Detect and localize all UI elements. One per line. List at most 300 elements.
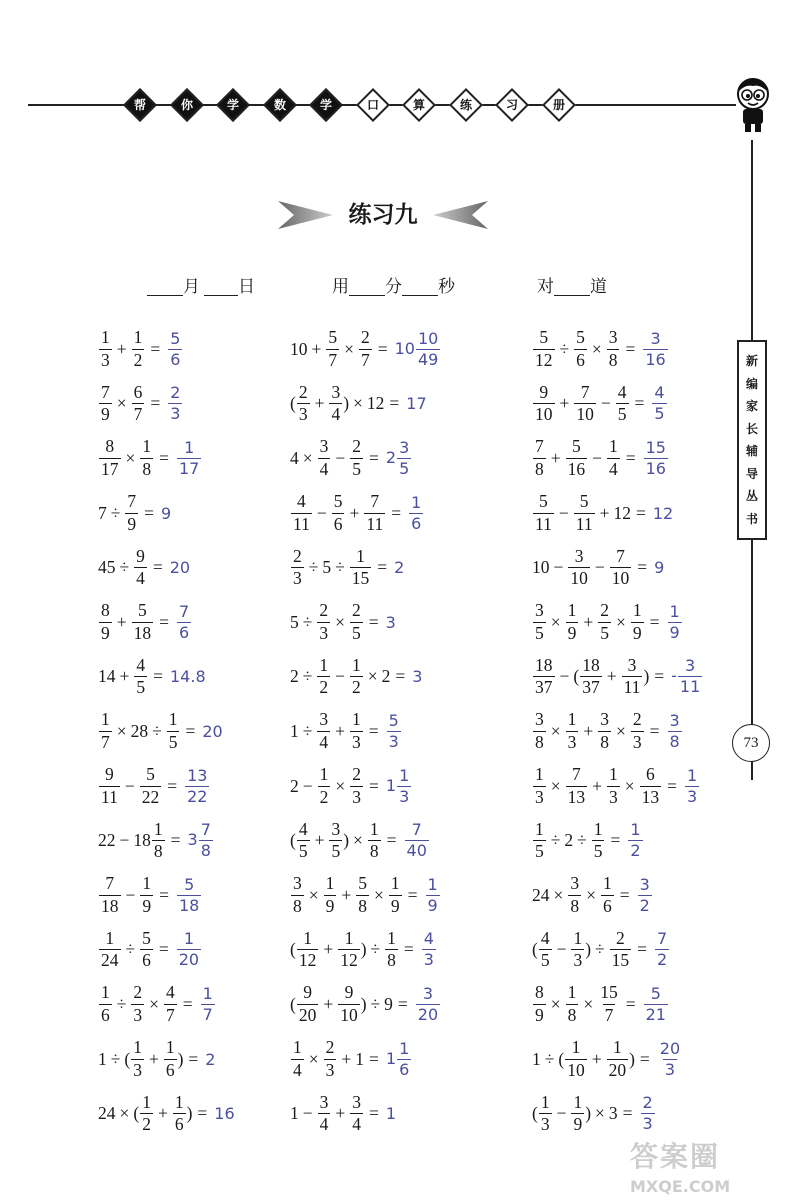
operator: − bbox=[556, 939, 567, 960]
denominator: 8 bbox=[358, 895, 367, 916]
minute-blank[interactable] bbox=[349, 275, 385, 296]
problem-row bbox=[98, 813, 235, 868]
header-diamond bbox=[263, 88, 297, 122]
numerator: 15 bbox=[600, 982, 618, 1003]
operator: × bbox=[119, 1103, 130, 1124]
handwritten-answer bbox=[412, 667, 422, 686]
fraction bbox=[318, 1091, 331, 1135]
numerator: 8 bbox=[105, 436, 115, 457]
equals-sign: = bbox=[622, 1103, 633, 1124]
handwritten-answer bbox=[167, 328, 183, 369]
numerator: 1 bbox=[202, 983, 213, 1003]
operator: ÷ bbox=[544, 1048, 555, 1069]
numerator: 5 bbox=[328, 327, 338, 348]
operator: × bbox=[116, 393, 127, 414]
equals-sign: = bbox=[386, 830, 397, 851]
fraction bbox=[574, 493, 595, 533]
operator: × bbox=[308, 1048, 319, 1069]
numerator: 3 bbox=[639, 874, 650, 894]
fraction bbox=[164, 1039, 177, 1079]
term: 1 bbox=[290, 720, 299, 741]
term: ) bbox=[585, 939, 592, 960]
problem-row bbox=[98, 322, 235, 377]
denominator: 4 bbox=[319, 731, 329, 752]
problem-row bbox=[532, 977, 703, 1032]
problem-row bbox=[532, 923, 703, 978]
numerator: 2 bbox=[298, 381, 308, 402]
fraction bbox=[131, 1039, 144, 1079]
numerator: 2 bbox=[325, 1037, 335, 1058]
header-char: 练 bbox=[459, 98, 472, 112]
header-diamond bbox=[309, 88, 343, 122]
term: 28 bbox=[130, 720, 149, 741]
numerator: 1 bbox=[567, 600, 577, 621]
operator: + bbox=[335, 720, 345, 741]
term: ) bbox=[585, 1103, 592, 1124]
denominator: 6 bbox=[411, 513, 422, 533]
handwritten-answer bbox=[394, 558, 404, 577]
numerator: 3 bbox=[319, 436, 329, 457]
numerator: 5 bbox=[170, 328, 181, 348]
numerator: 7 bbox=[616, 545, 625, 566]
numerator: 2 bbox=[642, 1093, 653, 1113]
term: - bbox=[671, 666, 677, 686]
equals-sign: = bbox=[625, 447, 636, 468]
denominator: 5 bbox=[535, 841, 544, 862]
denominator: 5 bbox=[535, 622, 544, 643]
operator: ÷ bbox=[110, 1048, 121, 1069]
denominator: 2 bbox=[630, 841, 641, 861]
fraction bbox=[607, 766, 620, 806]
second-blank[interactable] bbox=[402, 275, 438, 296]
denominator: 9 bbox=[390, 895, 400, 916]
equals-sign: = bbox=[368, 720, 379, 741]
side-char: 导 bbox=[745, 466, 758, 481]
problem-row bbox=[98, 540, 235, 595]
fraction bbox=[628, 822, 642, 859]
equals-sign: = bbox=[368, 611, 379, 632]
fraction bbox=[685, 765, 699, 806]
operator: + bbox=[341, 1048, 352, 1069]
fraction bbox=[140, 875, 153, 915]
numerator: 1 bbox=[390, 873, 400, 894]
operator: − bbox=[119, 830, 130, 851]
fraction bbox=[168, 385, 182, 422]
numerator: 2 bbox=[133, 982, 143, 1003]
denominator: 5 bbox=[331, 841, 341, 862]
operator: × bbox=[116, 720, 127, 741]
fraction bbox=[338, 984, 360, 1024]
denominator: 49 bbox=[417, 349, 439, 369]
numerator: 1 bbox=[399, 765, 410, 785]
term: 14 bbox=[98, 666, 116, 687]
numerator: 5 bbox=[388, 710, 399, 730]
header-diamond bbox=[495, 88, 529, 122]
numerator: 1 bbox=[427, 874, 438, 894]
operator: × bbox=[353, 830, 363, 851]
numerator: 1 bbox=[356, 545, 365, 566]
denominator: 3 bbox=[351, 731, 361, 752]
denominator: 8 bbox=[600, 731, 609, 752]
side-char: 书 bbox=[745, 511, 758, 526]
problem-row bbox=[98, 759, 235, 814]
numerator: 1 bbox=[632, 600, 642, 621]
term: 1 bbox=[385, 1048, 397, 1068]
fraction bbox=[332, 493, 345, 533]
numerator: 5 bbox=[184, 874, 195, 894]
denominator: 3 bbox=[399, 786, 410, 806]
handwritten-answer bbox=[653, 504, 673, 523]
handwritten-answer bbox=[651, 385, 667, 422]
operator: × bbox=[616, 611, 626, 632]
numerator: 1 bbox=[369, 818, 379, 839]
term: 7 bbox=[98, 502, 107, 523]
numerator: 1 bbox=[609, 764, 618, 785]
denominator: 4 bbox=[293, 1059, 302, 1080]
term: 2 bbox=[381, 666, 391, 687]
term: ( bbox=[532, 939, 538, 960]
denominator: 11 bbox=[535, 513, 552, 534]
score-field bbox=[537, 272, 607, 302]
equals-sign: = bbox=[369, 775, 379, 796]
denominator: 8 bbox=[200, 841, 211, 861]
problem-row bbox=[532, 486, 703, 541]
term: 1 bbox=[355, 1048, 364, 1069]
fraction bbox=[607, 1039, 629, 1079]
numerator: 2 bbox=[351, 600, 361, 621]
fraction bbox=[533, 381, 555, 425]
numerator: 1 bbox=[571, 1037, 581, 1058]
operator: ÷ bbox=[370, 993, 381, 1014]
problem-row bbox=[98, 595, 235, 650]
numerator: 1 bbox=[351, 709, 361, 730]
fraction bbox=[616, 381, 629, 425]
denominator: 3 bbox=[133, 1059, 142, 1080]
numerator: 3 bbox=[608, 327, 618, 348]
denominator: 2 bbox=[639, 895, 650, 915]
denominator: 5 bbox=[298, 841, 308, 862]
fraction bbox=[389, 875, 402, 915]
fraction bbox=[177, 874, 201, 915]
handwritten-answer bbox=[176, 874, 202, 915]
handwritten-answer bbox=[176, 931, 202, 968]
numerator: 6 bbox=[133, 381, 143, 402]
operator: − bbox=[335, 666, 345, 687]
numerator: 3 bbox=[319, 1091, 329, 1112]
problem-row bbox=[532, 813, 703, 868]
handwritten-answer bbox=[170, 558, 190, 577]
problem-row bbox=[290, 1086, 441, 1141]
time-field bbox=[332, 272, 455, 302]
correct-label: 对 bbox=[537, 277, 554, 297]
denominator: 4 bbox=[609, 458, 618, 479]
term: 2 bbox=[205, 1049, 216, 1069]
denominator: 9 bbox=[669, 622, 680, 642]
term: ( bbox=[290, 830, 296, 851]
fraction bbox=[291, 493, 312, 533]
fraction bbox=[134, 654, 147, 698]
fraction bbox=[201, 983, 215, 1024]
term: ( bbox=[558, 1048, 565, 1069]
fraction bbox=[317, 654, 330, 698]
numerator: 3 bbox=[570, 873, 580, 894]
operator: ÷ bbox=[302, 666, 313, 687]
fraction bbox=[291, 545, 304, 589]
equals-sign: = bbox=[158, 939, 169, 960]
denominator: 8 bbox=[142, 458, 152, 479]
equals-sign: = bbox=[369, 1103, 379, 1124]
denominator: 5 bbox=[136, 677, 146, 698]
numerator: 1 bbox=[101, 327, 110, 348]
side-char: 长 bbox=[745, 421, 758, 436]
denominator: 16 bbox=[645, 458, 666, 478]
numerator: 3 bbox=[293, 873, 302, 894]
term: 45 bbox=[98, 557, 116, 578]
fraction bbox=[368, 818, 381, 862]
denominator: 3 bbox=[664, 1059, 676, 1079]
denominator: 9 bbox=[427, 895, 438, 915]
denominator: 5 bbox=[399, 458, 410, 478]
operator: × bbox=[550, 775, 561, 796]
header-diamond bbox=[170, 88, 204, 122]
handwritten-answer bbox=[425, 874, 441, 915]
operator: ÷ bbox=[335, 557, 345, 578]
equals-sign: = bbox=[150, 393, 161, 414]
denominator: 11 bbox=[101, 786, 118, 807]
numerator: 2 bbox=[361, 327, 370, 348]
problem-row bbox=[290, 1032, 441, 1087]
correct-count-blank[interactable] bbox=[554, 275, 590, 296]
denominator: 4 bbox=[331, 404, 341, 425]
term: ) bbox=[343, 830, 350, 851]
equals-sign: = bbox=[185, 720, 196, 741]
denominator: 4 bbox=[136, 568, 145, 589]
fraction bbox=[359, 329, 372, 369]
denominator: 4 bbox=[319, 458, 329, 479]
equals-sign: = bbox=[637, 557, 648, 578]
fraction bbox=[173, 1091, 186, 1135]
operator: + bbox=[583, 611, 594, 632]
numerator: 20 bbox=[659, 1038, 681, 1058]
operator: ÷ bbox=[550, 830, 561, 851]
denominator: 6 bbox=[142, 950, 151, 971]
term: ( bbox=[290, 939, 296, 960]
fraction bbox=[574, 381, 596, 425]
denominator: 3 bbox=[352, 786, 361, 807]
numerator: 5 bbox=[576, 327, 585, 348]
denominator: 3 bbox=[319, 622, 329, 643]
denominator: 7 bbox=[101, 731, 110, 752]
denominator: 7 bbox=[604, 1004, 614, 1025]
header-char: 学 bbox=[319, 98, 332, 112]
term: 10 bbox=[394, 338, 415, 358]
fraction bbox=[317, 602, 330, 642]
term: 12 bbox=[652, 503, 674, 523]
handwritten-answer bbox=[643, 983, 669, 1024]
denominator: 10 bbox=[535, 404, 553, 425]
day-blank[interactable] bbox=[204, 275, 238, 296]
handwritten-answer bbox=[671, 658, 703, 695]
problem-row bbox=[98, 977, 235, 1032]
operator: + bbox=[311, 338, 322, 359]
fraction bbox=[533, 711, 546, 751]
header-char: 数 bbox=[273, 98, 286, 112]
operator: + bbox=[119, 666, 130, 687]
fraction bbox=[350, 711, 363, 751]
fraction bbox=[533, 818, 546, 862]
problem-row bbox=[290, 377, 441, 432]
fraction bbox=[566, 438, 588, 478]
denominator: 3 bbox=[293, 568, 302, 589]
operator: × bbox=[616, 720, 626, 741]
equals-sign: = bbox=[625, 338, 636, 359]
exercise-title-banner bbox=[278, 193, 488, 237]
operator: ÷ bbox=[152, 720, 162, 741]
numerator: 3 bbox=[319, 709, 329, 730]
denominator: 2 bbox=[142, 1114, 151, 1135]
equals-sign: = bbox=[635, 502, 646, 523]
fraction bbox=[338, 927, 360, 971]
watermark bbox=[630, 1135, 780, 1195]
term: 3 bbox=[187, 830, 198, 850]
operator: × bbox=[353, 393, 363, 414]
fraction bbox=[533, 602, 546, 642]
equals-sign: = bbox=[153, 666, 163, 687]
denominator: 10 bbox=[611, 568, 630, 589]
denominator: 2 bbox=[351, 677, 361, 698]
numerator: 1 bbox=[153, 818, 163, 839]
numerator: 1 bbox=[603, 873, 612, 894]
numerator: 9 bbox=[539, 381, 549, 402]
operator: + bbox=[116, 338, 127, 359]
fraction bbox=[598, 711, 611, 751]
side-char: 丛 bbox=[745, 489, 758, 504]
operator: + bbox=[591, 1048, 602, 1069]
term: 1 bbox=[385, 1104, 397, 1124]
equals-sign: = bbox=[170, 830, 181, 851]
fraction bbox=[177, 437, 201, 478]
problem-row bbox=[290, 540, 441, 595]
equals-sign: = bbox=[159, 884, 169, 905]
numerator: 1 bbox=[101, 982, 110, 1003]
equals-sign: = bbox=[377, 557, 388, 578]
denominator: 40 bbox=[406, 841, 427, 861]
fraction bbox=[329, 381, 342, 425]
day-label: 日 bbox=[238, 277, 255, 297]
denominator: 8 bbox=[669, 731, 680, 751]
denominator: 3 bbox=[609, 786, 618, 807]
numerator: 1 bbox=[411, 492, 422, 512]
numerator: 18 bbox=[535, 654, 553, 675]
operator: − bbox=[302, 775, 313, 796]
denominator: 10 bbox=[567, 1059, 585, 1080]
operator: − bbox=[559, 666, 570, 687]
term: 1 bbox=[532, 1048, 541, 1069]
fraction bbox=[132, 381, 145, 425]
denominator: 12 bbox=[340, 950, 358, 971]
problem-row bbox=[532, 1086, 703, 1141]
handwritten-answer bbox=[640, 1095, 656, 1132]
fraction bbox=[125, 493, 138, 533]
fraction bbox=[565, 1039, 587, 1079]
fraction bbox=[652, 385, 666, 422]
watermark-url: MXQE.COM bbox=[630, 1177, 731, 1196]
denominator: 13 bbox=[567, 786, 586, 807]
numerator: 9 bbox=[344, 982, 354, 1003]
header-diamond bbox=[542, 88, 576, 122]
problem-row bbox=[98, 868, 235, 923]
header-diamond bbox=[402, 88, 436, 122]
numerator: 5 bbox=[358, 873, 367, 894]
operator: × bbox=[583, 993, 594, 1014]
equals-sign: = bbox=[610, 830, 621, 851]
term: ) bbox=[186, 1103, 193, 1124]
numerator: 7 bbox=[572, 764, 581, 785]
numerator: 1 bbox=[567, 982, 577, 1003]
fraction bbox=[405, 822, 429, 859]
problem-row bbox=[532, 540, 703, 595]
numerator: 3 bbox=[331, 381, 341, 402]
handwritten-answer bbox=[643, 437, 669, 478]
operator: + bbox=[349, 502, 360, 523]
fraction bbox=[533, 984, 546, 1024]
equals-sign: = bbox=[397, 993, 408, 1014]
month-blank[interactable] bbox=[147, 275, 183, 296]
fraction bbox=[644, 983, 668, 1024]
term: 22 bbox=[98, 830, 116, 851]
fraction bbox=[297, 984, 319, 1024]
side-char: 家 bbox=[745, 399, 758, 414]
fraction bbox=[132, 329, 145, 369]
denominator: 3 bbox=[101, 349, 110, 370]
denominator: 6 bbox=[576, 349, 585, 370]
fraction bbox=[397, 1038, 411, 1079]
numerator: 1 bbox=[184, 437, 195, 457]
fraction bbox=[350, 545, 372, 589]
equals-sign: = bbox=[377, 338, 388, 359]
fraction bbox=[99, 711, 112, 751]
operator: − bbox=[556, 1103, 567, 1124]
numerator: 9 bbox=[105, 764, 114, 785]
operator: + bbox=[606, 666, 617, 687]
numerator: 5 bbox=[539, 327, 549, 348]
numerator: 4 bbox=[136, 654, 146, 675]
denominator: 8 bbox=[535, 458, 544, 479]
fraction bbox=[607, 329, 620, 369]
denominator: 5 bbox=[540, 950, 550, 971]
fraction bbox=[326, 329, 339, 369]
fraction bbox=[580, 654, 602, 698]
side-char: 辅 bbox=[745, 444, 758, 459]
term: 24 bbox=[532, 884, 550, 905]
problem-row bbox=[532, 322, 703, 377]
operator: + bbox=[583, 720, 594, 741]
problem-row bbox=[98, 486, 235, 541]
fraction bbox=[668, 710, 682, 751]
equals-sign: = bbox=[389, 393, 400, 414]
denominator: 3 bbox=[325, 1059, 335, 1080]
fraction bbox=[350, 654, 363, 698]
equals-sign: = bbox=[197, 1103, 208, 1124]
numerator: 2 bbox=[319, 600, 329, 621]
fraction bbox=[329, 818, 342, 862]
fraction bbox=[533, 438, 546, 478]
operator: + bbox=[559, 393, 570, 414]
problem-row bbox=[290, 486, 441, 541]
handwritten-answer bbox=[657, 1038, 683, 1079]
side-char: 新 bbox=[745, 354, 758, 369]
worksheet-info-row bbox=[0, 272, 792, 302]
